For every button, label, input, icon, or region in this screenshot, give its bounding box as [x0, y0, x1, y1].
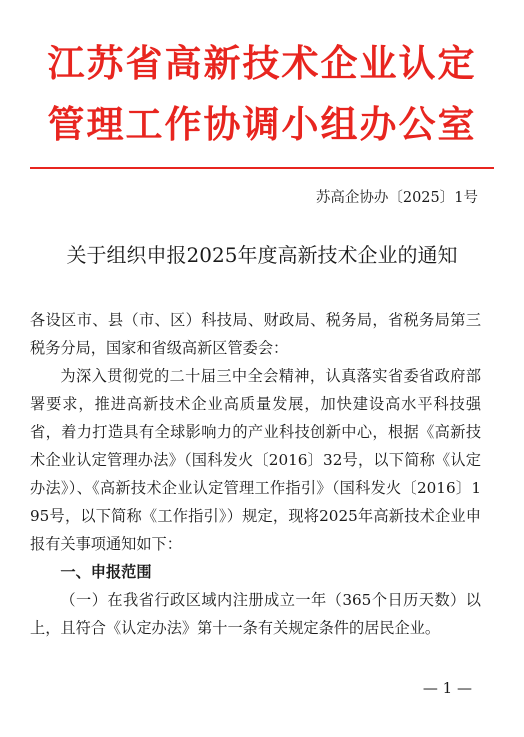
paragraph-intro: 为深入贯彻党的二十届三中全会精神，认真落实省委省政府部署要求，推进高新技术企业高质量发展，加快建设高水平科技强省，着力打造具有全球影响力的产业科技创新中心，根据《高新技术企业认定管理办法》（国科发火〔2016〕32号，以下简称《认定办法》）、《高新技术企业认定管理工作指引》（国科发火〔2016〕195号，以下简称《工作指引》）规定，现将2025年高新技术企业申报有关事项通知如下： [30, 367, 481, 553]
red-header-rule [30, 167, 494, 169]
issuer-header-line-2: 管理工作协调小组办公室 [47, 102, 477, 146]
document-body [30, 306, 481, 642]
section-heading-scope: 一、申报范围 [60, 563, 152, 581]
section-item-1: （一）在我省行政区域内注册成立一年（365个日历天数）以上，且符合《认定办法》第十一条有关规定条件的居民企业。 [30, 591, 481, 637]
issuer-header-line-1: 江苏省高新技术企业认定 [47, 41, 477, 85]
document-number: 苏高企协办〔2025〕1号 [315, 190, 478, 206]
salutation: 各设区市、县（市、区）科技局、财政局、税务局，省税务局第三税务分局，国家和省级高新区管委会： [30, 311, 481, 357]
document-title: 关于组织申报2025年度高新技术企业的通知 [66, 243, 458, 267]
page-number: — 1 — [422, 679, 472, 697]
